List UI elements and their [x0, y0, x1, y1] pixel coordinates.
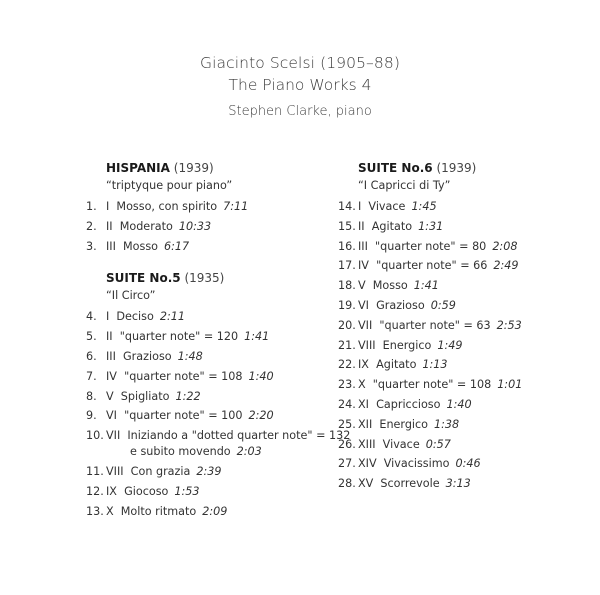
track-title: VIII Con grazia: [106, 465, 191, 479]
work-title-suite6: [358, 160, 522, 177]
track-list-suite6: [338, 197, 522, 494]
track-title: VII "quarter note" = 63: [358, 318, 491, 332]
track-number: 1.: [86, 200, 97, 213]
track-duration: 1:01: [497, 378, 523, 392]
track-body: [106, 347, 203, 367]
track-duration: 0:46: [455, 457, 481, 471]
track-row: [86, 426, 350, 462]
track-body: [106, 197, 248, 217]
track-title: V Spigliato: [106, 389, 170, 403]
track-row: [86, 347, 350, 367]
track-body: [106, 237, 189, 257]
track-number: 26.: [338, 437, 356, 451]
track-title: III "quarter note" = 80: [358, 239, 487, 253]
track-title: VI Grazioso: [358, 298, 425, 312]
track-title: III Mosso: [106, 239, 159, 253]
track-body: [358, 395, 472, 415]
track-row: [86, 502, 350, 522]
track-duration: 1:45: [411, 200, 437, 213]
track-list-hispania: [86, 197, 350, 256]
track-title: I Deciso: [106, 310, 154, 324]
track-body: [106, 217, 211, 237]
track-row: [86, 462, 350, 482]
track-number: 16.: [338, 239, 356, 253]
track-number: 20.: [338, 318, 356, 332]
track-number: 24.: [338, 397, 356, 411]
work-subtitle: “Il Circo”: [106, 289, 156, 303]
track-duration: 10:33: [178, 219, 212, 233]
work-year: (1935): [184, 271, 225, 286]
track-row: [86, 367, 350, 387]
track-row: [86, 327, 350, 347]
track-title: XII Energico: [358, 417, 429, 431]
track-number: 17.: [338, 259, 356, 273]
track-row: [338, 435, 522, 455]
track-number: 11.: [86, 465, 104, 479]
track-row: [86, 387, 350, 407]
work-name: SUITE No.6: [358, 161, 433, 175]
track-number: 27.: [338, 457, 356, 471]
track-row: [338, 217, 522, 237]
track-body: [358, 217, 443, 237]
track-body: [358, 276, 439, 296]
track-body: [358, 336, 462, 356]
track-number: 2.: [86, 219, 97, 233]
track-title: VI "quarter note" = 100: [106, 409, 243, 423]
track-duration: 1:41: [244, 330, 270, 344]
track-title: II Moderato: [106, 219, 173, 233]
track-title-cont-text: e subito movendo: [130, 445, 231, 459]
track-body: [358, 375, 522, 395]
track-row: [86, 406, 350, 426]
track-title: V Mosso: [358, 279, 408, 293]
composer-heading: Giacinto Scelsi (1905–88): [200, 54, 400, 72]
track-duration: 0:57: [425, 437, 451, 451]
track-number: 10.: [86, 429, 104, 443]
work-year: (1939): [173, 161, 214, 175]
track-duration: 2:39: [196, 465, 222, 479]
track-body: [358, 474, 471, 494]
track-body: [106, 482, 200, 502]
track-duration: 2:03: [236, 445, 262, 459]
track-number: 8.: [86, 389, 97, 403]
track-number: 28.: [338, 477, 356, 491]
track-body: [106, 327, 269, 347]
album-title: The Piano Works 4: [228, 76, 372, 94]
track-body: [106, 367, 274, 387]
track-title: IV "quarter note" = 66: [358, 259, 488, 273]
track-title: I Mosso, con spirito: [106, 200, 218, 213]
track-title: II Agitato: [358, 219, 413, 233]
track-number: 25.: [338, 417, 356, 431]
track-title: XIII Vivace: [358, 437, 420, 451]
track-duration: 2:11: [159, 310, 185, 324]
track-body: [358, 415, 459, 435]
work-year: (1939): [436, 161, 477, 175]
work-name: HISPANIA: [106, 161, 170, 175]
track-body: [358, 296, 456, 316]
track-title: VII Iniziando a "dotted quarter note" = 132: [106, 429, 351, 443]
track-duration: 2:49: [493, 259, 519, 273]
track-row: [86, 482, 350, 502]
track-row: [338, 296, 522, 316]
track-duration: 1:48: [177, 349, 203, 363]
right-column: [338, 160, 522, 494]
track-number: 4.: [86, 310, 97, 324]
track-duration: 3:13: [445, 477, 471, 491]
work-name: SUITE No.5: [106, 271, 181, 286]
track-number: 23.: [338, 378, 356, 392]
track-row: [86, 217, 350, 237]
track-title: III Grazioso: [106, 349, 172, 363]
track-body: [358, 435, 451, 455]
track-duration: 2:09: [202, 504, 228, 518]
left-column: [86, 160, 350, 522]
track-duration: 1:49: [437, 338, 463, 352]
track-body: [106, 502, 227, 522]
track-number: 15.: [338, 219, 356, 233]
work-subtitle: “I Capricci di Ty”: [358, 179, 451, 192]
work-subtitle: “triptyque pour piano”: [106, 179, 233, 192]
track-number: 14.: [338, 200, 356, 213]
track-duration: 1:40: [446, 397, 472, 411]
track-duration: 1:31: [418, 219, 444, 233]
track-number: 18.: [338, 279, 356, 293]
track-row: [338, 237, 522, 257]
work-title-hispania: [106, 160, 350, 177]
track-number: 9.: [86, 409, 97, 423]
track-body: [106, 307, 185, 327]
track-row: [338, 276, 522, 296]
track-body: [358, 355, 448, 375]
track-title: IX Giocoso: [106, 484, 169, 498]
track-duration: 1:41: [413, 279, 439, 293]
track-number: 13.: [86, 504, 104, 518]
track-number: 7.: [86, 369, 97, 383]
track-row: [338, 197, 522, 217]
track-number: 5.: [86, 330, 97, 344]
track-body: [106, 462, 222, 482]
track-body: [358, 197, 437, 217]
performer-credit: Stephen Clarke, piano: [228, 104, 372, 119]
track-title: X Molto ritmato: [106, 504, 197, 518]
track-duration: 1:53: [174, 484, 200, 498]
track-title: XV Scorrevole: [358, 477, 440, 491]
track-row: [338, 336, 522, 356]
track-duration: 1:38: [434, 417, 460, 431]
track-row: [86, 237, 350, 257]
track-row: [338, 316, 522, 336]
track-row: [338, 395, 522, 415]
track-title: X "quarter note" = 108: [358, 378, 492, 392]
track-duration: 2:20: [248, 409, 274, 423]
track-title: I Vivace: [358, 200, 406, 213]
track-duration: 2:53: [496, 318, 522, 332]
track-number: 22.: [338, 358, 356, 372]
track-row: [338, 454, 522, 474]
track-row: [338, 474, 522, 494]
work-title-suite5: [106, 270, 350, 287]
track-title: VIII Energico: [358, 338, 432, 352]
track-body: [358, 256, 518, 276]
track-number: 3.: [86, 239, 97, 253]
track-duration: 1:13: [422, 358, 448, 372]
track-body: [358, 237, 517, 257]
track-title: XIV Vivacissimo: [358, 457, 450, 471]
track-row: [338, 355, 522, 375]
track-body: [106, 406, 274, 426]
track-duration: 6:17: [164, 239, 190, 253]
track-duration: 7:11: [223, 200, 249, 213]
track-title: XI Capriccioso: [358, 397, 441, 411]
track-number: 6.: [86, 349, 97, 363]
track-row: [86, 197, 350, 217]
track-number: 19.: [338, 298, 356, 312]
track-title: IV "quarter note" = 108: [106, 369, 243, 383]
track-number: 12.: [86, 484, 104, 498]
track-body: [106, 387, 201, 407]
track-list-suite5: [86, 307, 350, 521]
track-duration: 1:22: [175, 389, 201, 403]
track-body: [358, 316, 522, 336]
track-duration: 1:40: [248, 369, 274, 383]
track-row: [86, 307, 350, 327]
track-body: [106, 426, 350, 462]
track-duration: 2:08: [492, 239, 518, 253]
track-row: [338, 375, 522, 395]
track-row: [338, 256, 522, 276]
track-title-continuation: [106, 444, 350, 460]
track-duration: 0:59: [430, 298, 456, 312]
track-row: [338, 415, 522, 435]
track-title: IX Agitato: [358, 358, 417, 372]
track-number: 21.: [338, 338, 356, 352]
track-title: II "quarter note" = 120: [106, 330, 239, 344]
track-body: [358, 454, 481, 474]
